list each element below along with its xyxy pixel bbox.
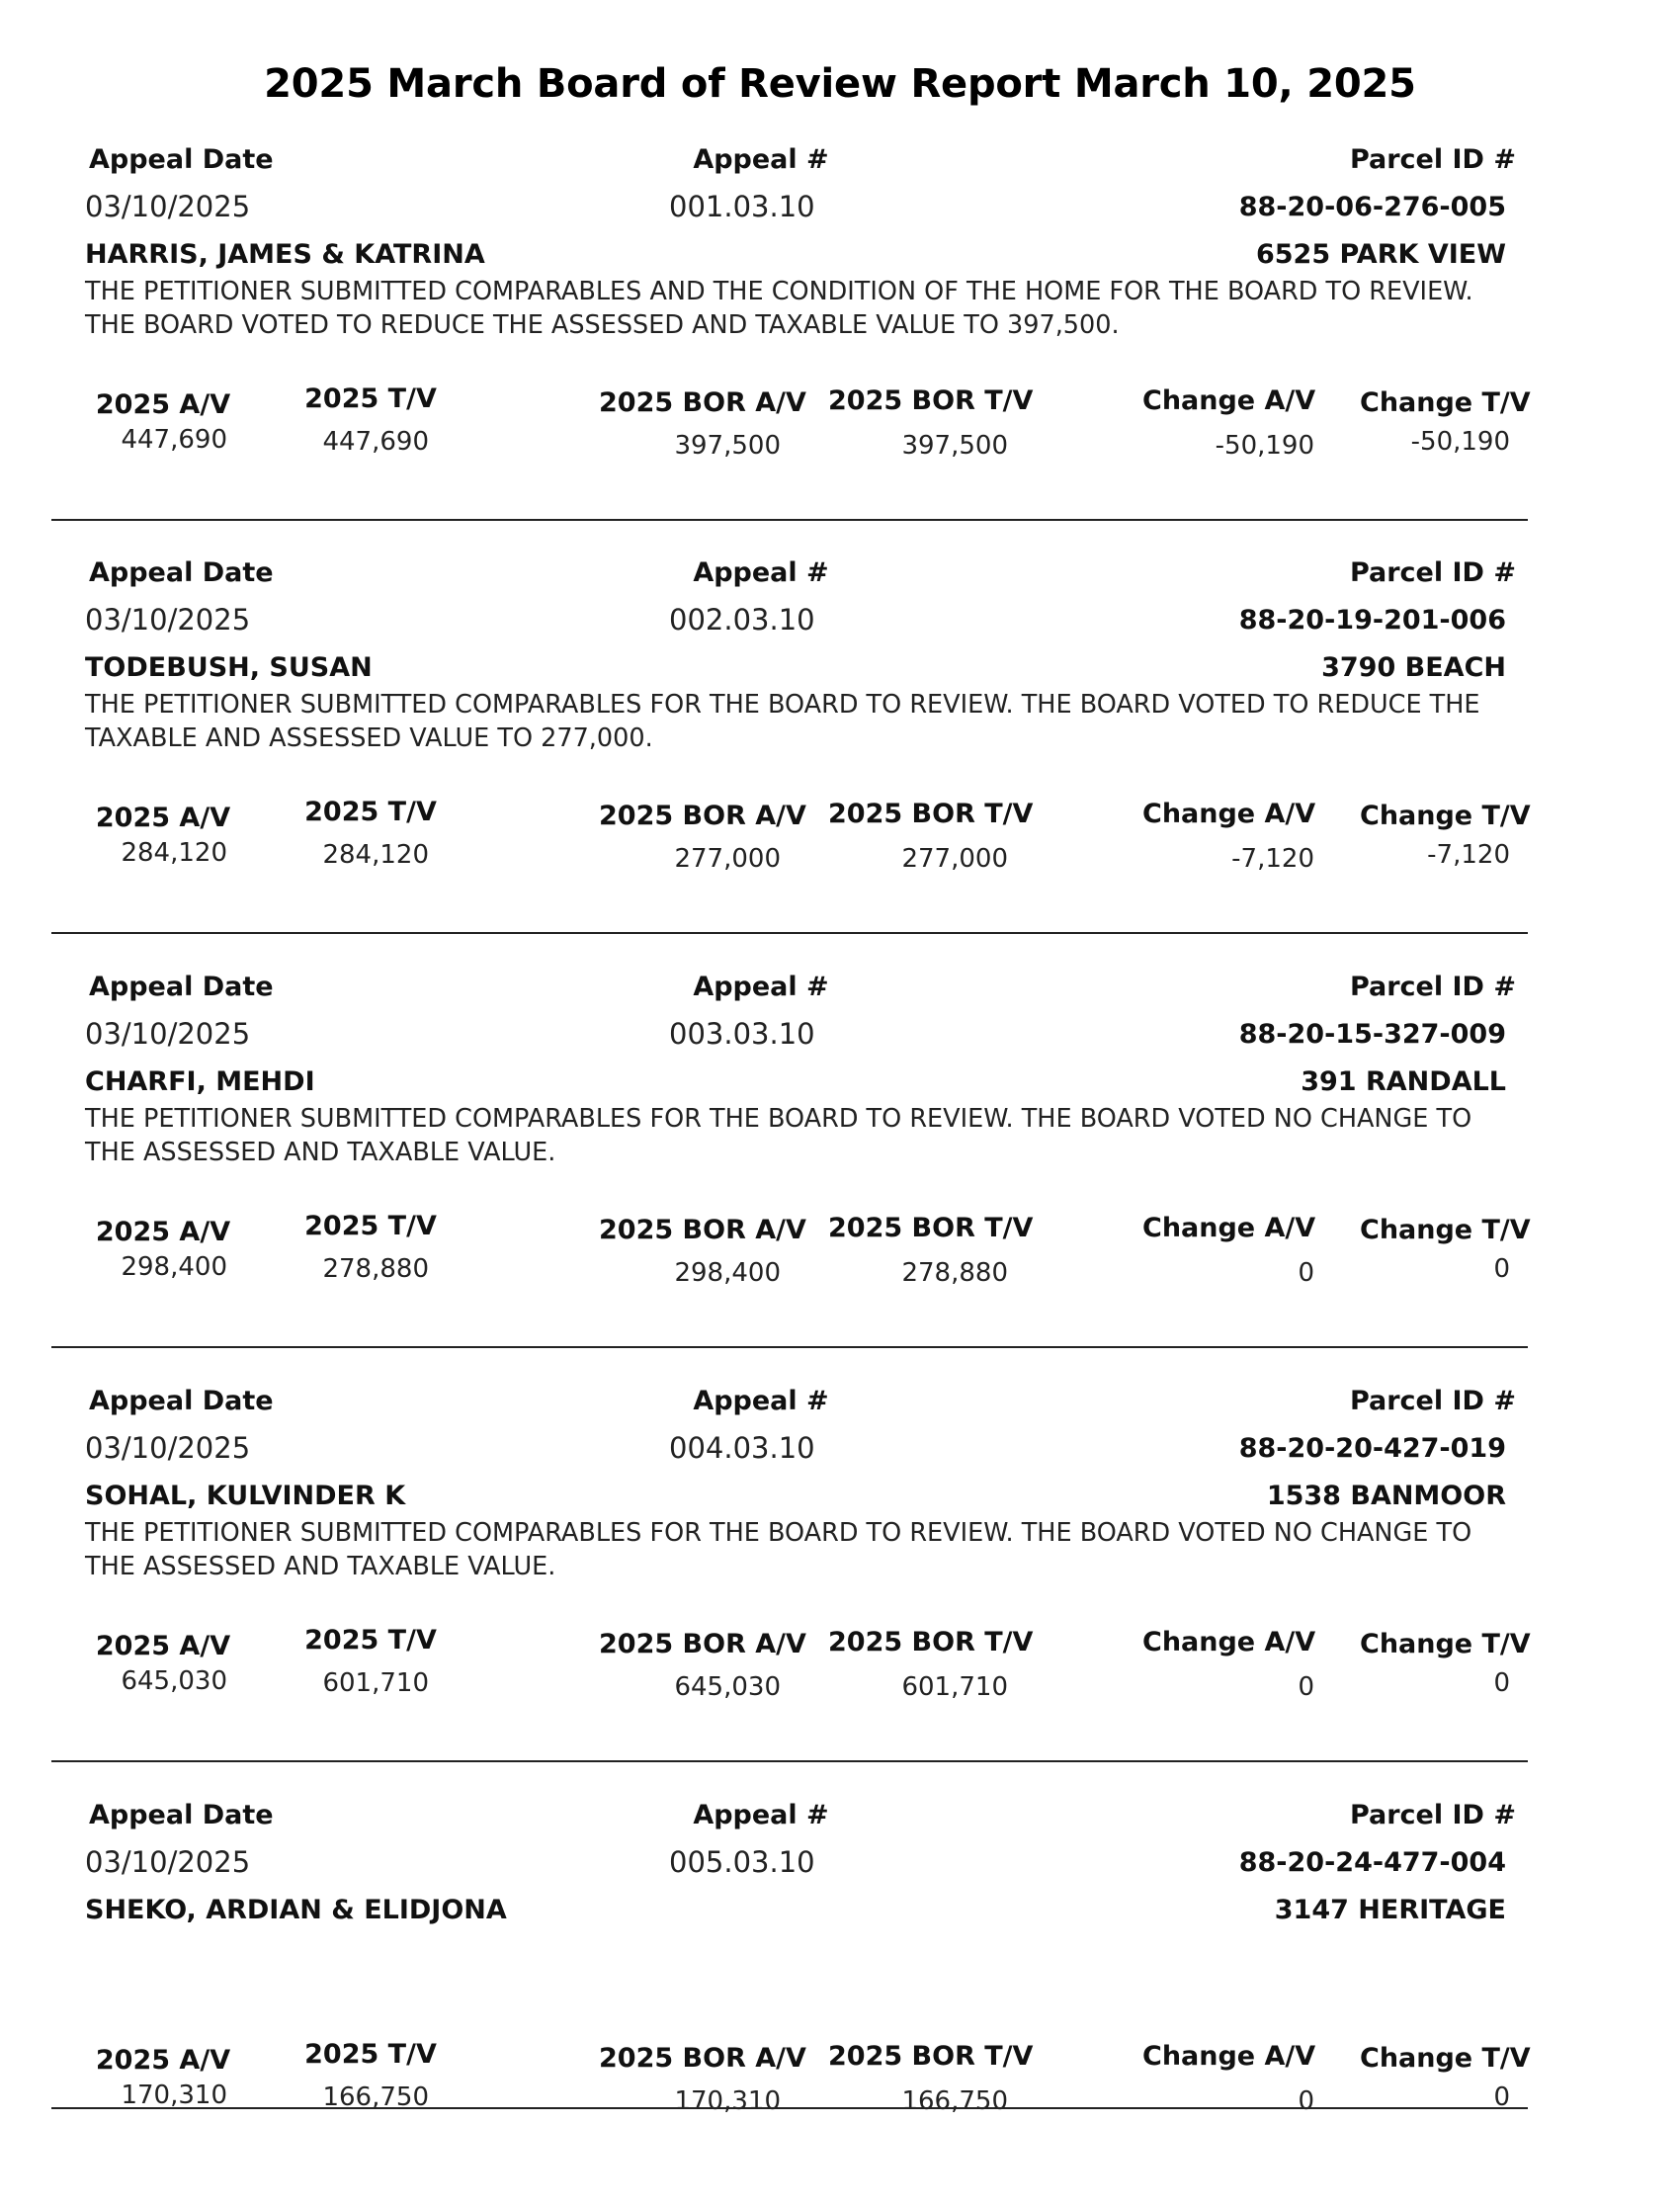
appeal-number-value: 001.03.10 [669, 190, 815, 223]
appeal-date-value: 03/10/2025 [85, 603, 251, 637]
appeal-number-value: 004.03.10 [669, 1431, 815, 1465]
property-address: 3147 HERITAGE [1274, 1895, 1506, 1925]
bor-tv-label: 2025 BOR T/V [828, 799, 1034, 829]
appeal-record [0, 552, 1680, 967]
bor-tv-value: 166,750 [901, 2086, 1008, 2116]
tv-label: 2025 T/V [304, 2039, 437, 2070]
appeal-number-label: Appeal # [693, 557, 829, 588]
tv-label: 2025 T/V [304, 1211, 437, 1241]
change-tv-label: Change T/V [1360, 387, 1531, 418]
parcel-id-label: Parcel ID # [1349, 557, 1516, 588]
bor-tv-value: 397,500 [901, 431, 1008, 461]
board-decision-text: THE PETITIONER SUBMITTED COMPARABLES AND THE CONDITION OF THE HOME FOR THE BOARD TO REVIEW. THE BOARD VOTED TO REDUCE THE ASSESSED AND TAXABLE VALUE TO 397,500. [85, 277, 1473, 340]
record-divider [51, 1760, 1528, 1762]
bor-tv-value: 601,710 [901, 1672, 1008, 1702]
appeal-number-label: Appeal # [693, 1386, 829, 1416]
tv-value: 278,880 [322, 1254, 429, 1284]
change-av-value: -7,120 [1231, 844, 1314, 874]
bor-tv-label: 2025 BOR T/V [828, 385, 1034, 416]
bor-av-value: 397,500 [674, 431, 781, 461]
bor-av-value: 277,000 [674, 844, 781, 874]
parcel-id-value: 88-20-19-201-006 [1238, 605, 1506, 636]
av-value: 447,690 [121, 425, 227, 455]
parcel-id-value: 88-20-15-327-009 [1238, 1019, 1506, 1050]
change-tv-value: 0 [1493, 1668, 1510, 1698]
bor-tv-value: 278,880 [901, 1258, 1008, 1288]
bor-av-value: 645,030 [674, 1672, 781, 1702]
av-label: 2025 A/V [95, 803, 231, 833]
appeal-number-value: 003.03.10 [669, 1017, 815, 1051]
appeal-date-label: Appeal Date [89, 1800, 274, 1830]
owner-name: CHARFI, MEHDI [85, 1066, 315, 1097]
tv-value: 284,120 [322, 840, 429, 870]
appeal-date-label: Appeal Date [89, 144, 274, 175]
av-label: 2025 A/V [95, 389, 231, 420]
change-tv-value: 0 [1493, 1254, 1510, 1284]
parcel-id-value: 88-20-24-477-004 [1238, 1847, 1506, 1878]
property-address: 3790 BEACH [1321, 652, 1506, 683]
appeal-number-label: Appeal # [693, 972, 829, 1002]
av-value: 284,120 [121, 838, 227, 868]
record-divider [51, 932, 1528, 934]
parcel-id-label: Parcel ID # [1349, 144, 1516, 175]
change-tv-value: -7,120 [1427, 840, 1510, 870]
change-tv-label: Change T/V [1360, 1215, 1531, 1245]
owner-name: TODEBUSH, SUSAN [85, 652, 373, 683]
av-label: 2025 A/V [95, 1631, 231, 1661]
bor-av-label: 2025 BOR A/V [599, 2043, 806, 2074]
bor-av-label: 2025 BOR A/V [599, 801, 806, 831]
appeal-record [0, 1794, 1680, 2209]
appeal-date-value: 03/10/2025 [85, 1431, 251, 1465]
appeal-number-value: 005.03.10 [669, 1845, 815, 1879]
bor-av-label: 2025 BOR A/V [599, 1629, 806, 1659]
owner-name: HARRIS, JAMES & KATRINA [85, 239, 485, 270]
tv-label: 2025 T/V [304, 383, 437, 414]
change-tv-value: -50,190 [1410, 427, 1510, 457]
bor-av-value: 170,310 [674, 2086, 781, 2116]
appeal-date-value: 03/10/2025 [85, 1017, 251, 1051]
change-tv-value: 0 [1493, 2082, 1510, 2112]
tv-label: 2025 T/V [304, 1625, 437, 1656]
record-divider [51, 1346, 1528, 1348]
property-address: 6525 PARK VIEW [1255, 239, 1506, 270]
board-decision-text: THE PETITIONER SUBMITTED COMPARABLES FOR THE BOARD TO REVIEW. THE BOARD VOTED NO CHANGE TO THE ASSESSED AND TAXABLE VALUE. [85, 1518, 1472, 1581]
change-av-label: Change A/V [1142, 1213, 1316, 1243]
change-av-value: 0 [1298, 1672, 1314, 1702]
change-tv-label: Change T/V [1360, 2043, 1531, 2074]
change-av-label: Change A/V [1142, 1627, 1316, 1657]
property-address: 1538 BANMOOR [1266, 1481, 1506, 1511]
av-label: 2025 A/V [95, 1217, 231, 1247]
parcel-id-label: Parcel ID # [1349, 1800, 1516, 1830]
bor-tv-label: 2025 BOR T/V [828, 1627, 1034, 1657]
tv-value: 166,750 [322, 2082, 429, 2112]
bor-av-label: 2025 BOR A/V [599, 1215, 806, 1245]
owner-name: SOHAL, KULVINDER K [85, 1481, 406, 1511]
parcel-id-label: Parcel ID # [1349, 972, 1516, 1002]
av-value: 645,030 [121, 1666, 227, 1696]
record-divider [51, 2107, 1528, 2109]
board-decision-text: THE PETITIONER SUBMITTED COMPARABLES FOR THE BOARD TO REVIEW. THE BOARD VOTED TO REDUCE THE TAXABLE AND ASSESSED VALUE TO 277,000. [85, 690, 1480, 753]
record-divider [51, 519, 1528, 521]
appeal-record [0, 1380, 1680, 1795]
change-av-value: 0 [1298, 2086, 1314, 2116]
owner-name: SHEKO, ARDIAN & ELIDJONA [85, 1895, 507, 1925]
tv-label: 2025 T/V [304, 797, 437, 827]
appeal-date-label: Appeal Date [89, 557, 274, 588]
report-title: 2025 March Board of Review Report March 10, 2025 [264, 61, 1416, 107]
appeal-number-label: Appeal # [693, 144, 829, 175]
appeal-number-value: 002.03.10 [669, 603, 815, 637]
change-av-value: -50,190 [1215, 431, 1314, 461]
appeal-date-value: 03/10/2025 [85, 1845, 251, 1879]
appeal-date-label: Appeal Date [89, 1386, 274, 1416]
av-value: 170,310 [121, 2081, 227, 2110]
appeal-date-value: 03/10/2025 [85, 190, 251, 223]
property-address: 391 RANDALL [1301, 1066, 1506, 1097]
appeal-record [0, 138, 1680, 553]
bor-tv-label: 2025 BOR T/V [828, 2041, 1034, 2072]
av-value: 298,400 [121, 1252, 227, 1282]
change-av-label: Change A/V [1142, 2041, 1316, 2072]
appeal-date-label: Appeal Date [89, 972, 274, 1002]
parcel-id-label: Parcel ID # [1349, 1386, 1516, 1416]
bor-tv-label: 2025 BOR T/V [828, 1213, 1034, 1243]
appeal-number-label: Appeal # [693, 1800, 829, 1830]
bor-av-value: 298,400 [674, 1258, 781, 1288]
change-av-label: Change A/V [1142, 799, 1316, 829]
change-tv-label: Change T/V [1360, 1629, 1531, 1659]
parcel-id-value: 88-20-06-276-005 [1238, 192, 1506, 222]
av-label: 2025 A/V [95, 2045, 231, 2076]
tv-value: 601,710 [322, 1668, 429, 1698]
change-av-value: 0 [1298, 1258, 1314, 1288]
change-av-label: Change A/V [1142, 385, 1316, 416]
bor-av-label: 2025 BOR A/V [599, 387, 806, 418]
board-decision-text: THE PETITIONER SUBMITTED COMPARABLES FOR THE BOARD TO REVIEW. THE BOARD VOTED NO CHANGE TO THE ASSESSED AND TAXABLE VALUE. [85, 1104, 1472, 1167]
change-tv-label: Change T/V [1360, 801, 1531, 831]
parcel-id-value: 88-20-20-427-019 [1238, 1433, 1506, 1464]
appeal-record [0, 966, 1680, 1381]
bor-tv-value: 277,000 [901, 844, 1008, 874]
tv-value: 447,690 [322, 427, 429, 457]
